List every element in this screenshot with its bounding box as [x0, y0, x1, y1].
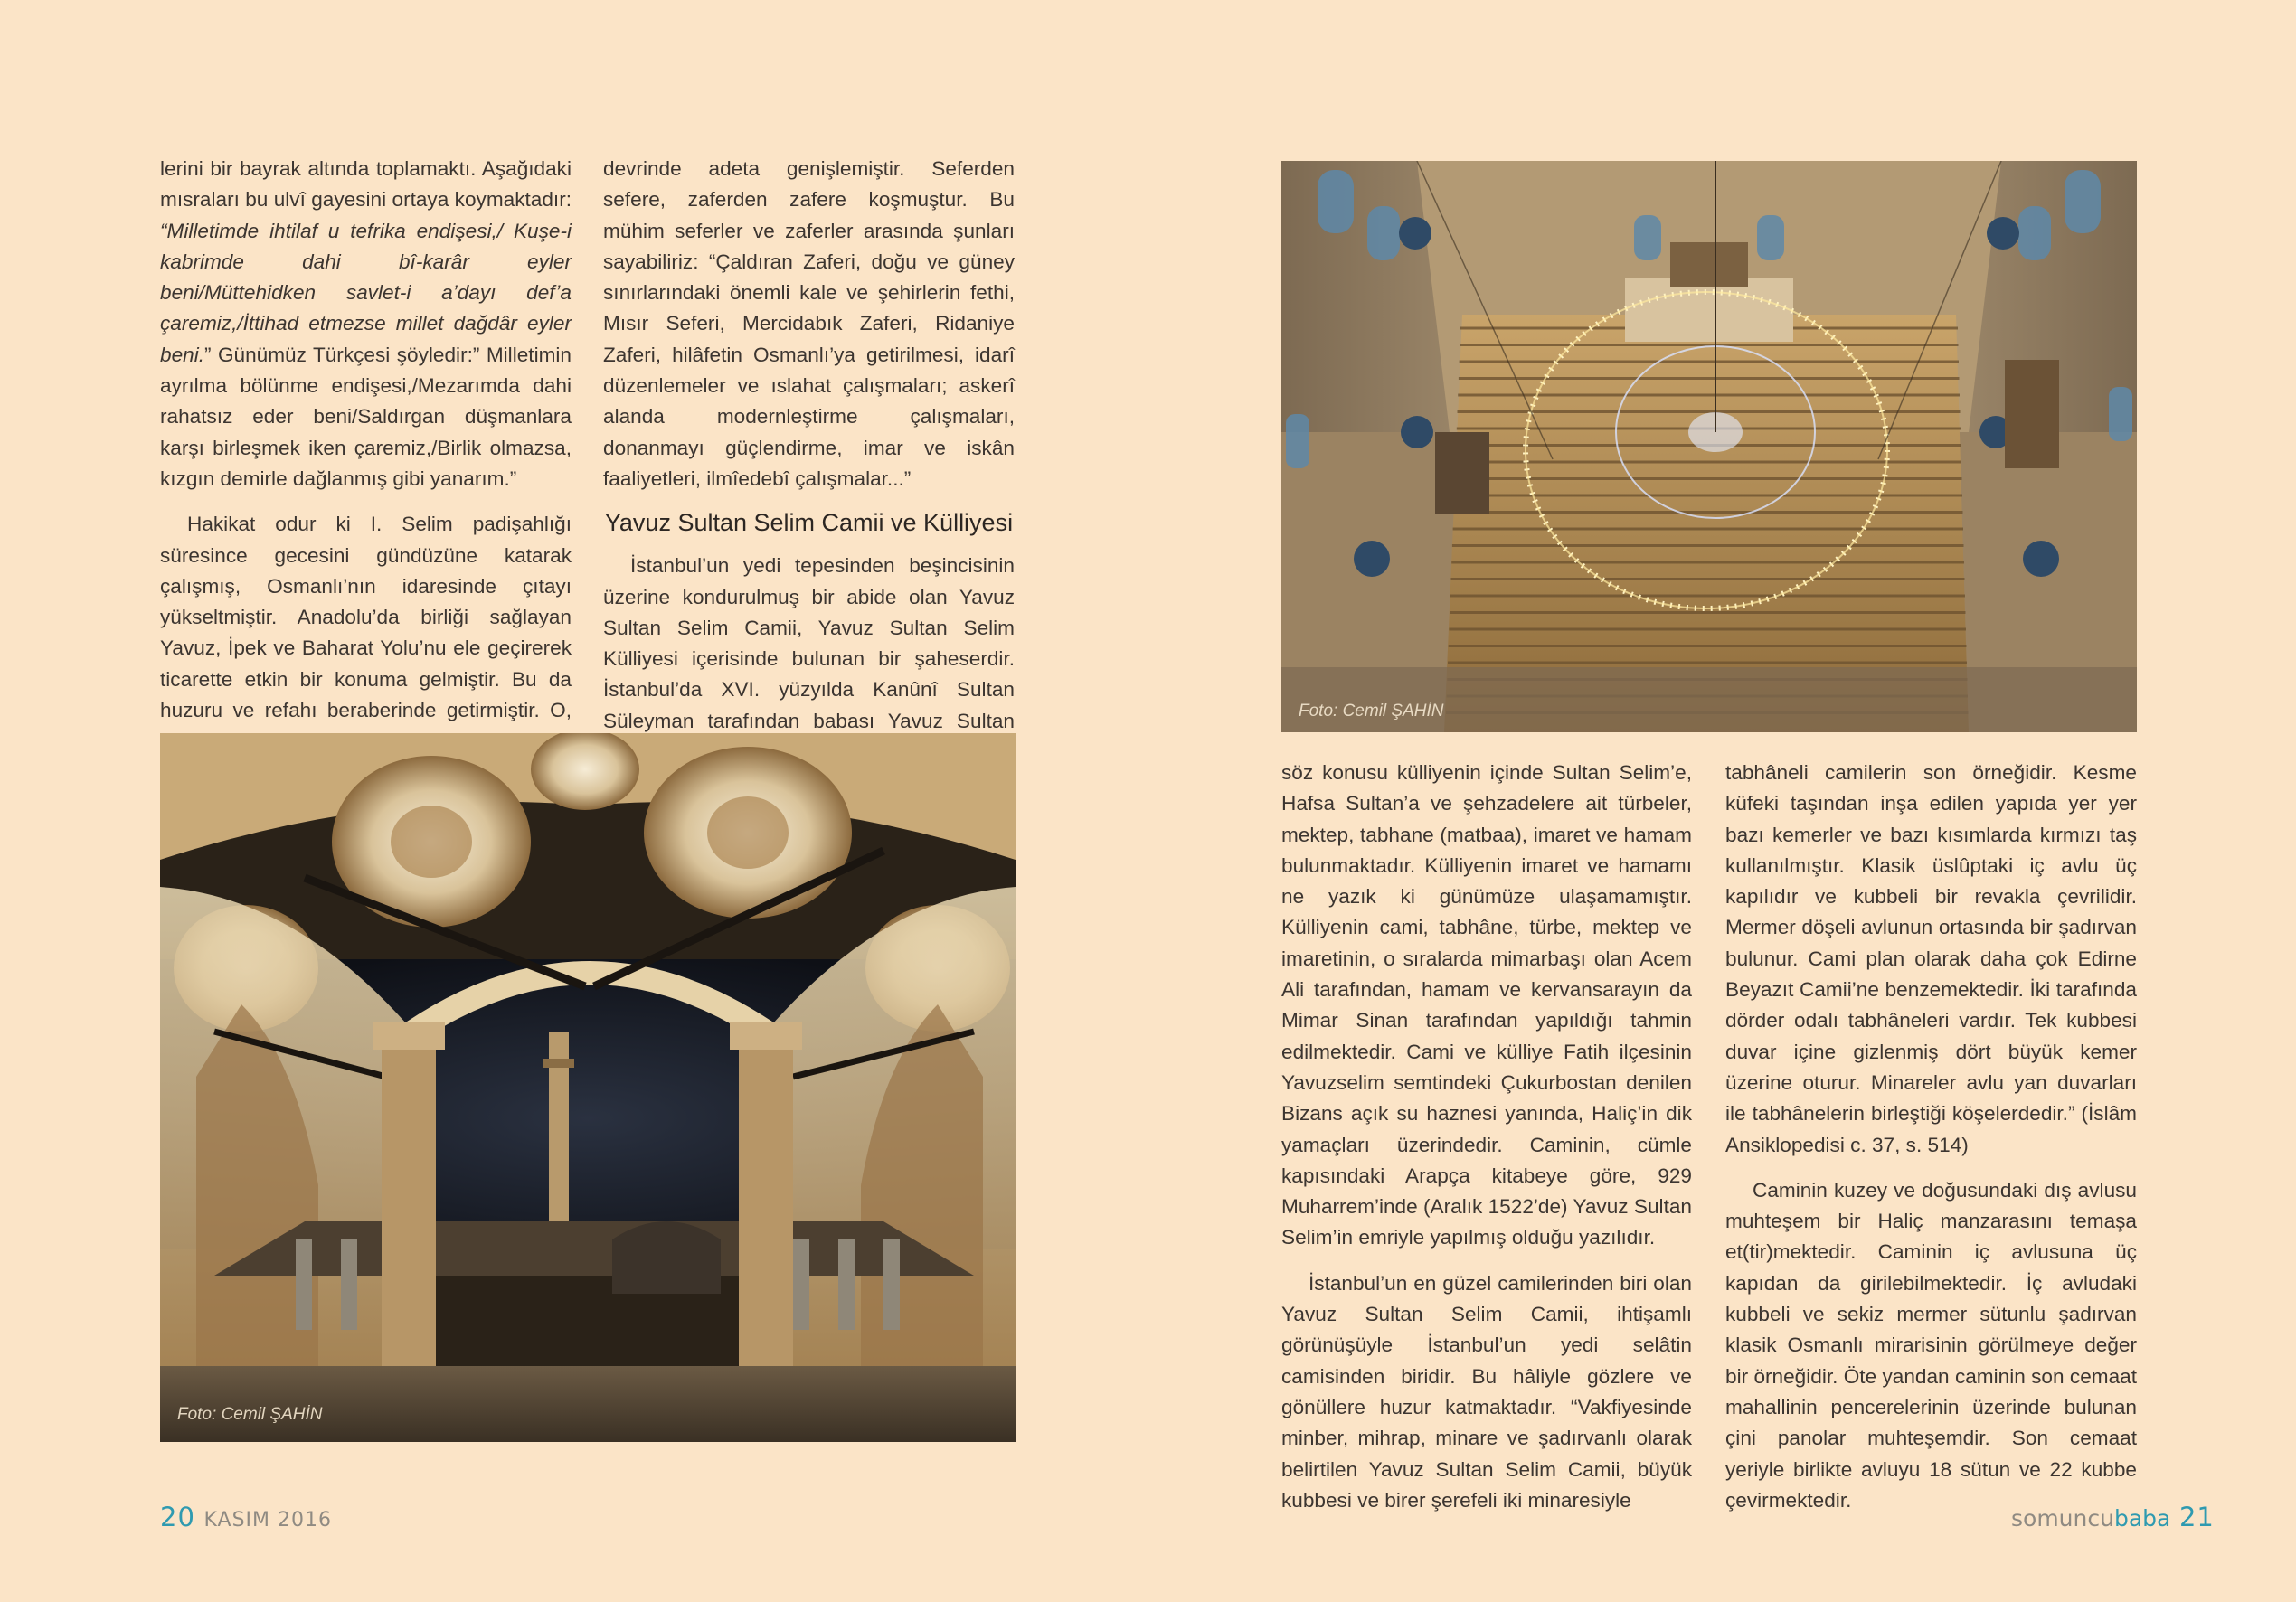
photo-caption: Foto: Cemil ŞAHİN: [177, 1405, 323, 1424]
issue-date: KASIM 2016: [203, 1509, 333, 1531]
left-column-2: [603, 154, 1015, 768]
paragraph: söz konusu külliyenin içinde Sultan Selim’e, Hafsa Sultan’a ve şehzadelere ait türbeler, mektep, tabhane (matbaa), imaret ve hamam bulunmaktadır. Külliyenin imaret ve hamamı ne yazık ki günümüze ulaşamamıştır. Külliyenin cami, tabhâne, türbe, mektep ve imaretinin, o sıralarda mimarbaşı olan Acem Ali tarafından, hamam ve kervansarayın da Mimar Sinan tarafından yapıldığı tahmin edilmektedir. Cami ve külliye Fatih ilçesinin Yavuzselim semtindeki Çukurbostan denilen Bizans açık su haznesi yanında, Haliç’in dik yamaçları üzerindedir. Caminin, cümle kapısındaki Arapça kitabeye göre, 929 Muharrem’inde (Aralık 1522’de) Yavuz Sultan Selim’in emriyle yapılmış olduğu yazılıdır.: [1281, 761, 1692, 1249]
interior-illustration: [1281, 161, 2137, 732]
poem-quote: “Milletimde ihtilaf u tefrika endişesi,/ Kuşe-i kabrimde dahi bî-karâr eyler beni/Müttehidken savlet-i a’dayı def’a çaremiz,/İttihad etmezse millet dağdâr eyler beni.: [160, 219, 572, 366]
mosque-interior-photo: [1281, 161, 2137, 732]
paragraph: devrinde adeta genişlemiştir. Seferden sefere, zaferden zafere koşmuştur. Bu mühim seferler ve zaferler arasında şunları sayabiliriz: “Çaldıran Zaferi, doğu ve güney sınırlarındaki önemli kale ve şehirlerin fethi, Mısır Seferi, Mercidabık Zaferi, Ridaniye Zaferi, hilâfetin Osmanlı’ya getirilmesi, idarî düzenlemeler ve ıslahat çalışmaları; askerî alanda modernleştirme çalışmaları, donanmayı güçlendirme, imar ve iskân faaliyetleri, ilmîedebî çalışmalar...”: [603, 157, 1015, 490]
right-footer: [2011, 1502, 2215, 1532]
right-column-2: [1725, 758, 2137, 1516]
text-span: ” Günümüz Türkçesi şöyledir:” Milletimin ayrılma bölünme endişesi,/Mezarımda dahi rahatsız eder beni/Saldırgan düşmanlara karşı birleşmek iken çaremiz,/Birlik olmazsa, kızgın demirle dağlanmış gibi yanarım.”: [160, 343, 572, 490]
right-column-1: [1281, 758, 1692, 1516]
paragraph: tabhâneli camilerin son örneğidir. Kesme küfeki taşından inşa edilen yapıda yer yer bazı kemerler ve bazı kısımlarda kırmızı taş kullanılmıştır. Klasik üslûptaki iç avlu üç kapılıdır ve kubbeli bir revakla çevrilidir. Mermer döşeli avlunun ortasında bir şadırvan bulunur. Cami plan olarak daha çok Edirne Beyazıt Camii’ne benzemektedir. İki tarafında dörder odalı tabhâneleri vardır. Tek kubbesi duvar içine gizlenmiş dört büyük kemer üzerine oturur. Minareler avlu yan duvarları ile tabhânelerin birleştiği köşelerdedir.” (İslâm Ansiklopedisi c. 37, s. 514): [1725, 761, 2137, 1156]
page-number: 20: [160, 1502, 195, 1532]
text-span: lerini bir bayrak altında toplamaktı. Aşağıdaki mısraları bu ulvî gayesini ortaya koymaktadır:: [160, 157, 572, 212]
courtyard-illustration: [160, 733, 1016, 1442]
paragraph: Caminin kuzey ve doğusundaki dış avlusu muhteşem bir Haliç manzarasını temaşa et(tir)mektedir. Caminin iç avlusuna üç kapıdan da girilebilmektedir. İç avludaki kubbeli ve sekiz mermer sütunlu şadırvan klasik Osmanlı mirarisinin görülmeye değer bir örneğidir. Öte yandan caminin son cemaat mahallinin pencerelerinin üzerinde bulunan çini panolar muhteşemdir. Son cemaat yeriyle birlikte avluyu 18 sütun ve 22 kubbe çevirmektedir.: [1725, 1178, 2137, 1512]
magazine-name-part1: somuncu: [2011, 1505, 2114, 1531]
paragraph: İstanbul’un yedi tepesinden beşincisinin üzerine kondurulmuş bir abide olan Yavuz Sultan Selim Camii, Yavuz Sultan Selim Külliyesi içerisinde bulunan bir şaheserdir. İstanbul’da XVI. yüzyılda Kanûnî Sultan Süleyman tarafından babası Yavuz Sultan: [603, 554, 1015, 732]
section-heading: Yavuz Sultan Selim Camii ve Külliyesi: [604, 509, 1014, 537]
left-footer: [160, 1502, 332, 1532]
right-page: [1148, 0, 2296, 1602]
paragraph: Hakikat odur ki I. Selim padişahlığı süresince gecesini gündüzüne katarak çalışmış, Osmanlı’nın idaresinde çıtayı yükseltmiştir. Anadolu’da birliği sağlayan Yavuz, İpek ve Baharat Yolu’nu ele geçirerek ticarette etkin bir konuma gelmiştir. Bu da huzuru ve refahı beraberinde getirmiştir. O,: [160, 513, 572, 722]
courtyard-photo: [160, 733, 1016, 1442]
paragraph: İstanbul’un en güzel camilerinden biri olan Yavuz Sultan Selim Camii, ihtişamlı görünüşüyle İstanbul’un yedi selâtin camisinden biridir. Bu hâliyle gözlere ve gönüllere huzur katmaktadır. “Vakfiyesinde minber, mihrap, minare ve şadırvanlı olarak belirtilen Yavuz Sultan Selim Camii, büyük kubbesi ve birer şerefeli iki minaresiyle: [1281, 1271, 1692, 1512]
left-column-1: [160, 154, 572, 788]
magazine-name-part2: baba: [2113, 1505, 2171, 1531]
photo-caption: Foto: Cemil ŞAHİN: [1299, 702, 1444, 721]
paragraph: [160, 154, 572, 495]
page-number: 21: [2178, 1502, 2215, 1532]
